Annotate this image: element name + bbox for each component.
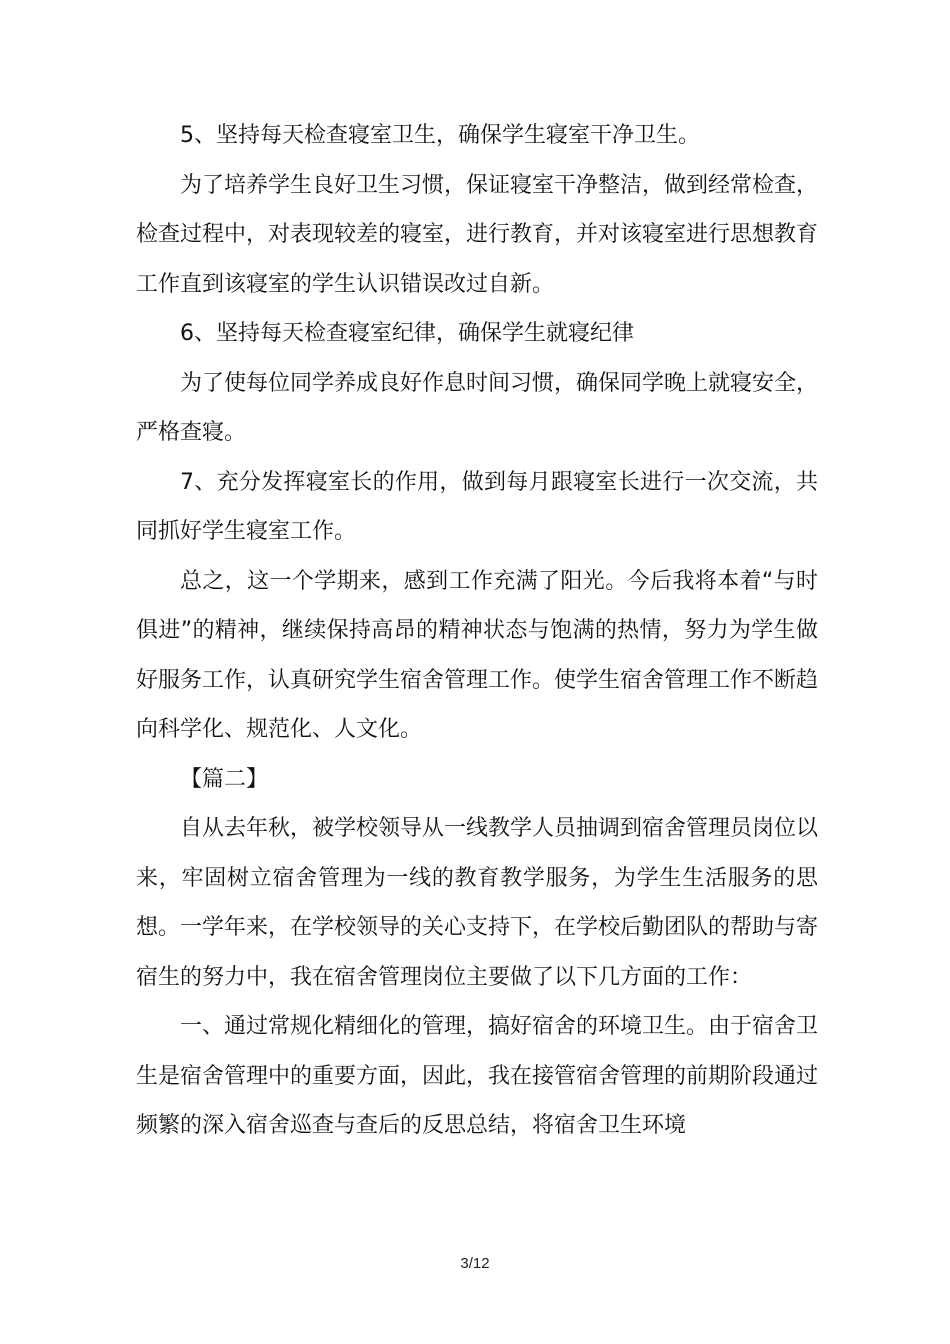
- paragraph-summary: 总之，这一个学期来，感到工作充满了阳光。今后我将本着“与时俱进”的精神，继续保持高昂的精神状态与饱满的热情，努力为学生做好服务工作，认真研究学生宿舍管理工作。使学生宿舍管理工作不断趋向科学化、规范化、人文化。: [136, 568, 819, 742]
- paragraph-part-two-point-one: 一、通过常规化精细化的管理，搞好宿舍的环境卫生。由于宿舍卫生是宿舍管理中的重要方面，因此，我在接管宿舍管理的前期阶段通过频繁的深入宿舍巡查与查后的反思总结，将宿舍卫生环境: [136, 1014, 819, 1138]
- paragraph-item-5: 5、坚持每天检查寝室卫生，确保学生寝室干净卫生。: [180, 123, 700, 148]
- paragraph-item-7: 7、充分发挥寝室长的作用，做到每月跟寝室长进行一次交流，共同抓好学生寝室工作。: [136, 469, 818, 544]
- document-body: [136, 111, 818, 1151]
- paragraph-item-6: 6、坚持每天检查寝室纪律，确保学生就寝纪律: [180, 321, 634, 346]
- page-number: 3/12: [460, 1255, 490, 1272]
- section-heading-part-two: 【篇二】: [180, 766, 269, 792]
- paragraph-discipline-detail: 为了使每位同学养成良好作息时间习惯，确保同学晚上就寝安全，严格查寝。: [136, 370, 819, 445]
- paragraph-hygiene-detail: 为了培养学生良好卫生习惯，保证寝室干净整洁，做到经常检查，检查过程中，对表现较差的寝室，进行教育，并对该寝室进行思想教育工作直到该寝室的学生认识错误改过自新。: [136, 172, 819, 297]
- paragraph-part-two-intro: 自从去年秋，被学校领导从一线教学人员抽调到宿舍管理员岗位以来，牢固树立宿舍管理为一线的教育教学服务，为学生生活服务的思想。一学年来，在学校领导的关心支持下，在学校后勤团队的帮助与寄宿生的努力中，我在宿舍管理岗位主要做了以下几方面的工作：: [136, 816, 819, 990]
